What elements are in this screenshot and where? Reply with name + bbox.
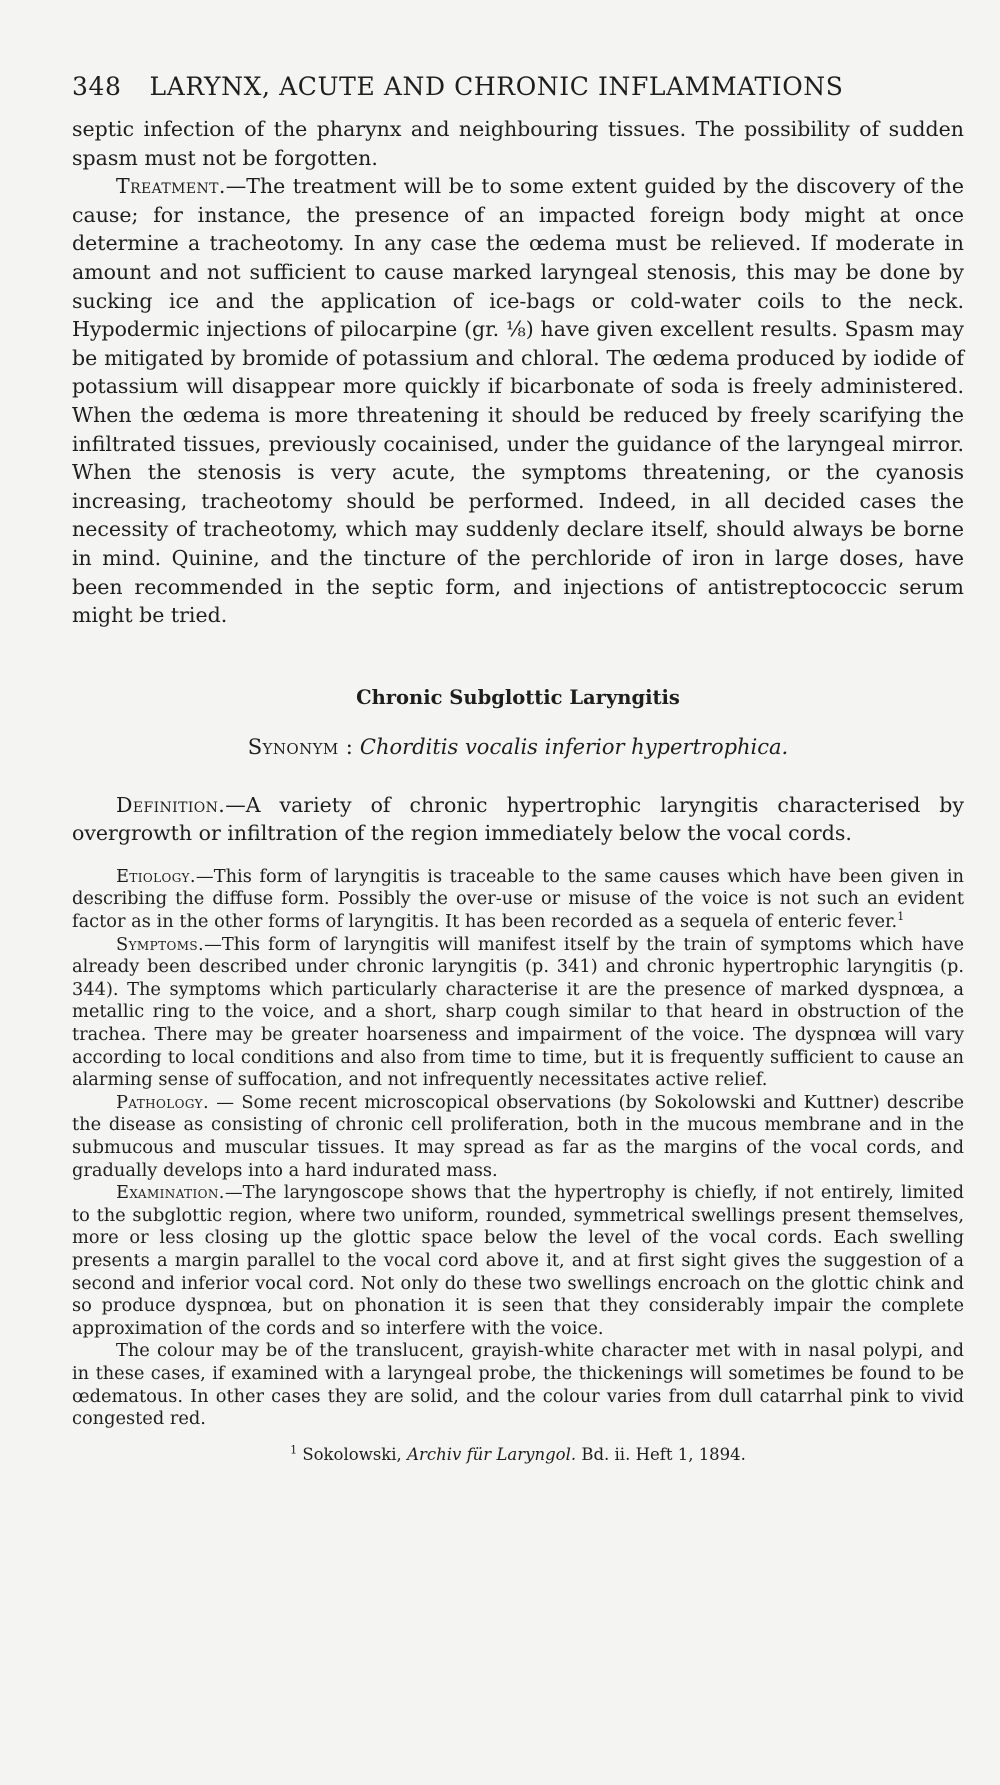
section-title: Chronic Subglottic Laryngitis [356, 685, 680, 709]
footnote-marker: 1 [897, 910, 905, 924]
treatment-paragraph [72, 172, 964, 630]
footnote-details: Bd. ii. Heft 1, 1894. [581, 1444, 746, 1464]
synonym-label: Synonym : [247, 734, 354, 759]
etiology-paragraph [72, 866, 964, 934]
definition-text: —A variety of chronic hypertrophic laryngitis characterised by overgrowth or infiltration of the region immediately below the vocal cords. [72, 792, 964, 846]
symptoms-heading: Symptoms. [116, 933, 205, 955]
colour-paragraph: The colour may be of the translucent, grayish-white character met with in nasal polypi, and in these cases, if examined with a laryngeal probe, the thickenings will sometimes be found to be œdematous. In other cases they are solid, and the colour varies from dull catarrhal pink to vivid congested red. [72, 1340, 964, 1430]
synonym-text: Chorditis vocalis inferior hypertrophica. [359, 734, 789, 759]
continuation-paragraph: septic infection of the pharynx and neighbouring tissues. The possibility of sudden spasm must not be forgotten. [72, 117, 964, 170]
footnote [72, 1445, 964, 1464]
treatment-text: —The treatment will be to some extent guided by the discovery of the cause; for instance, the presence of an impacted foreign body might at once determine a tracheotomy. In any case the œdema must be relieved. If moderate in amount and not sufficient to cause marked laryngeal stenosis, this may be done by sucking ice and the application of ice-bags or cold-water coils to the neck. Hypodermic injections of pilocarpine (gr. ⅛) have given excellent results. Spasm may be mitigated by bromide of potassium and chloral. The œdema produced by iodide of potassium will disappear more quickly if bicarbonate of soda is freely administered. When the œdema is more threatening it should be reduced by freely scarifying the infiltrated tissues, previously cocainised, under the guidance of the laryngeal mirror. When the stenosis is very acute, the symptoms threatening, or the cyanosis increasing, tracheotomy should be performed. Indeed, in all decided cases the necessity of tracheotomy, which may suddenly declare itself, should always be borne in mind. Quinine, and the tincture of the perchloride of iron in large doses, have been recommended in the septic form, and injections of antistreptococcic serum might be tried. [72, 174, 964, 628]
examination-text: —The laryngoscope shows that the hypertrophy is chiefly, if not entirely, limited to the subglottic region, where two uniform, rounded, symmetrical swellings present themselves, more or less closing up the glottic space below the level of the vocal cords. Each swelling presents a margin parallel to the vocal cord above it, and at first sight gives the suggestion of a second and inferior vocal cord. Not only do these two swellings encroach on the glottic chink and so produce dyspnœa, but on phonation it is seen that they considerably impair the complete approximation of the cords and so interfere with the voice. [72, 1182, 964, 1339]
pathology-paragraph [72, 1092, 964, 1182]
footnote-journal: Archiv für Laryngol. [407, 1444, 577, 1464]
running-title: LARYNX, ACUTE AND CHRONIC INFLAMMATIONS [149, 72, 844, 101]
pathology-heading: Pathology. [116, 1091, 210, 1113]
footnote-author: Sokolowski, [302, 1444, 402, 1464]
etiology-heading: Etiology. [116, 865, 196, 887]
running-header [72, 72, 964, 101]
page-number: 348 [72, 72, 122, 101]
pathology-text: — Some recent microscopical observations (by Sokolowski and Kuttner) describe the disease as consisting of chronic cell proliferation, both in the mucous membrane and in the submucous and muscular tissues. It may spread as far as the margins of the vocal cords, and gradually develops into a hard indurated mass. [72, 1091, 964, 1181]
definition-heading: Definition. [116, 792, 226, 817]
examination-heading: Examination. [116, 1182, 225, 1204]
footnote-number: 1 [290, 1443, 298, 1457]
examination-paragraph [72, 1182, 964, 1340]
synonym-line [72, 735, 964, 759]
symptoms-text: —This form of laryngitis will manifest itself by the train of symptoms which have already been described under chronic laryngitis (p. 341) and chronic hypertrophic laryngitis (p. 344). The symptoms which particularly characterise it are the presence of marked dyspnœa, a metallic ring to the voice, and a short, sharp cough similar to that heard in obstruction of the trachea. There may be greater hoarseness and impairment of the voice. The dyspnœa will vary according to local conditions and also from time to time, but it is frequently sufficient to cause an alarming sense of suffocation, and not infrequently necessitates active relief. [72, 933, 964, 1091]
symptoms-paragraph [72, 934, 964, 1092]
definition-paragraph [72, 791, 964, 848]
etiology-text: —This form of laryngitis is traceable to the same causes which have been given in describing the diffuse form. Possibly the over-use or misuse of the voice is not such an evident factor as in the other forms of laryngitis. It has been recorded as a sequela of enteric fever. [72, 865, 964, 933]
treatment-heading: Treatment. [116, 174, 226, 199]
